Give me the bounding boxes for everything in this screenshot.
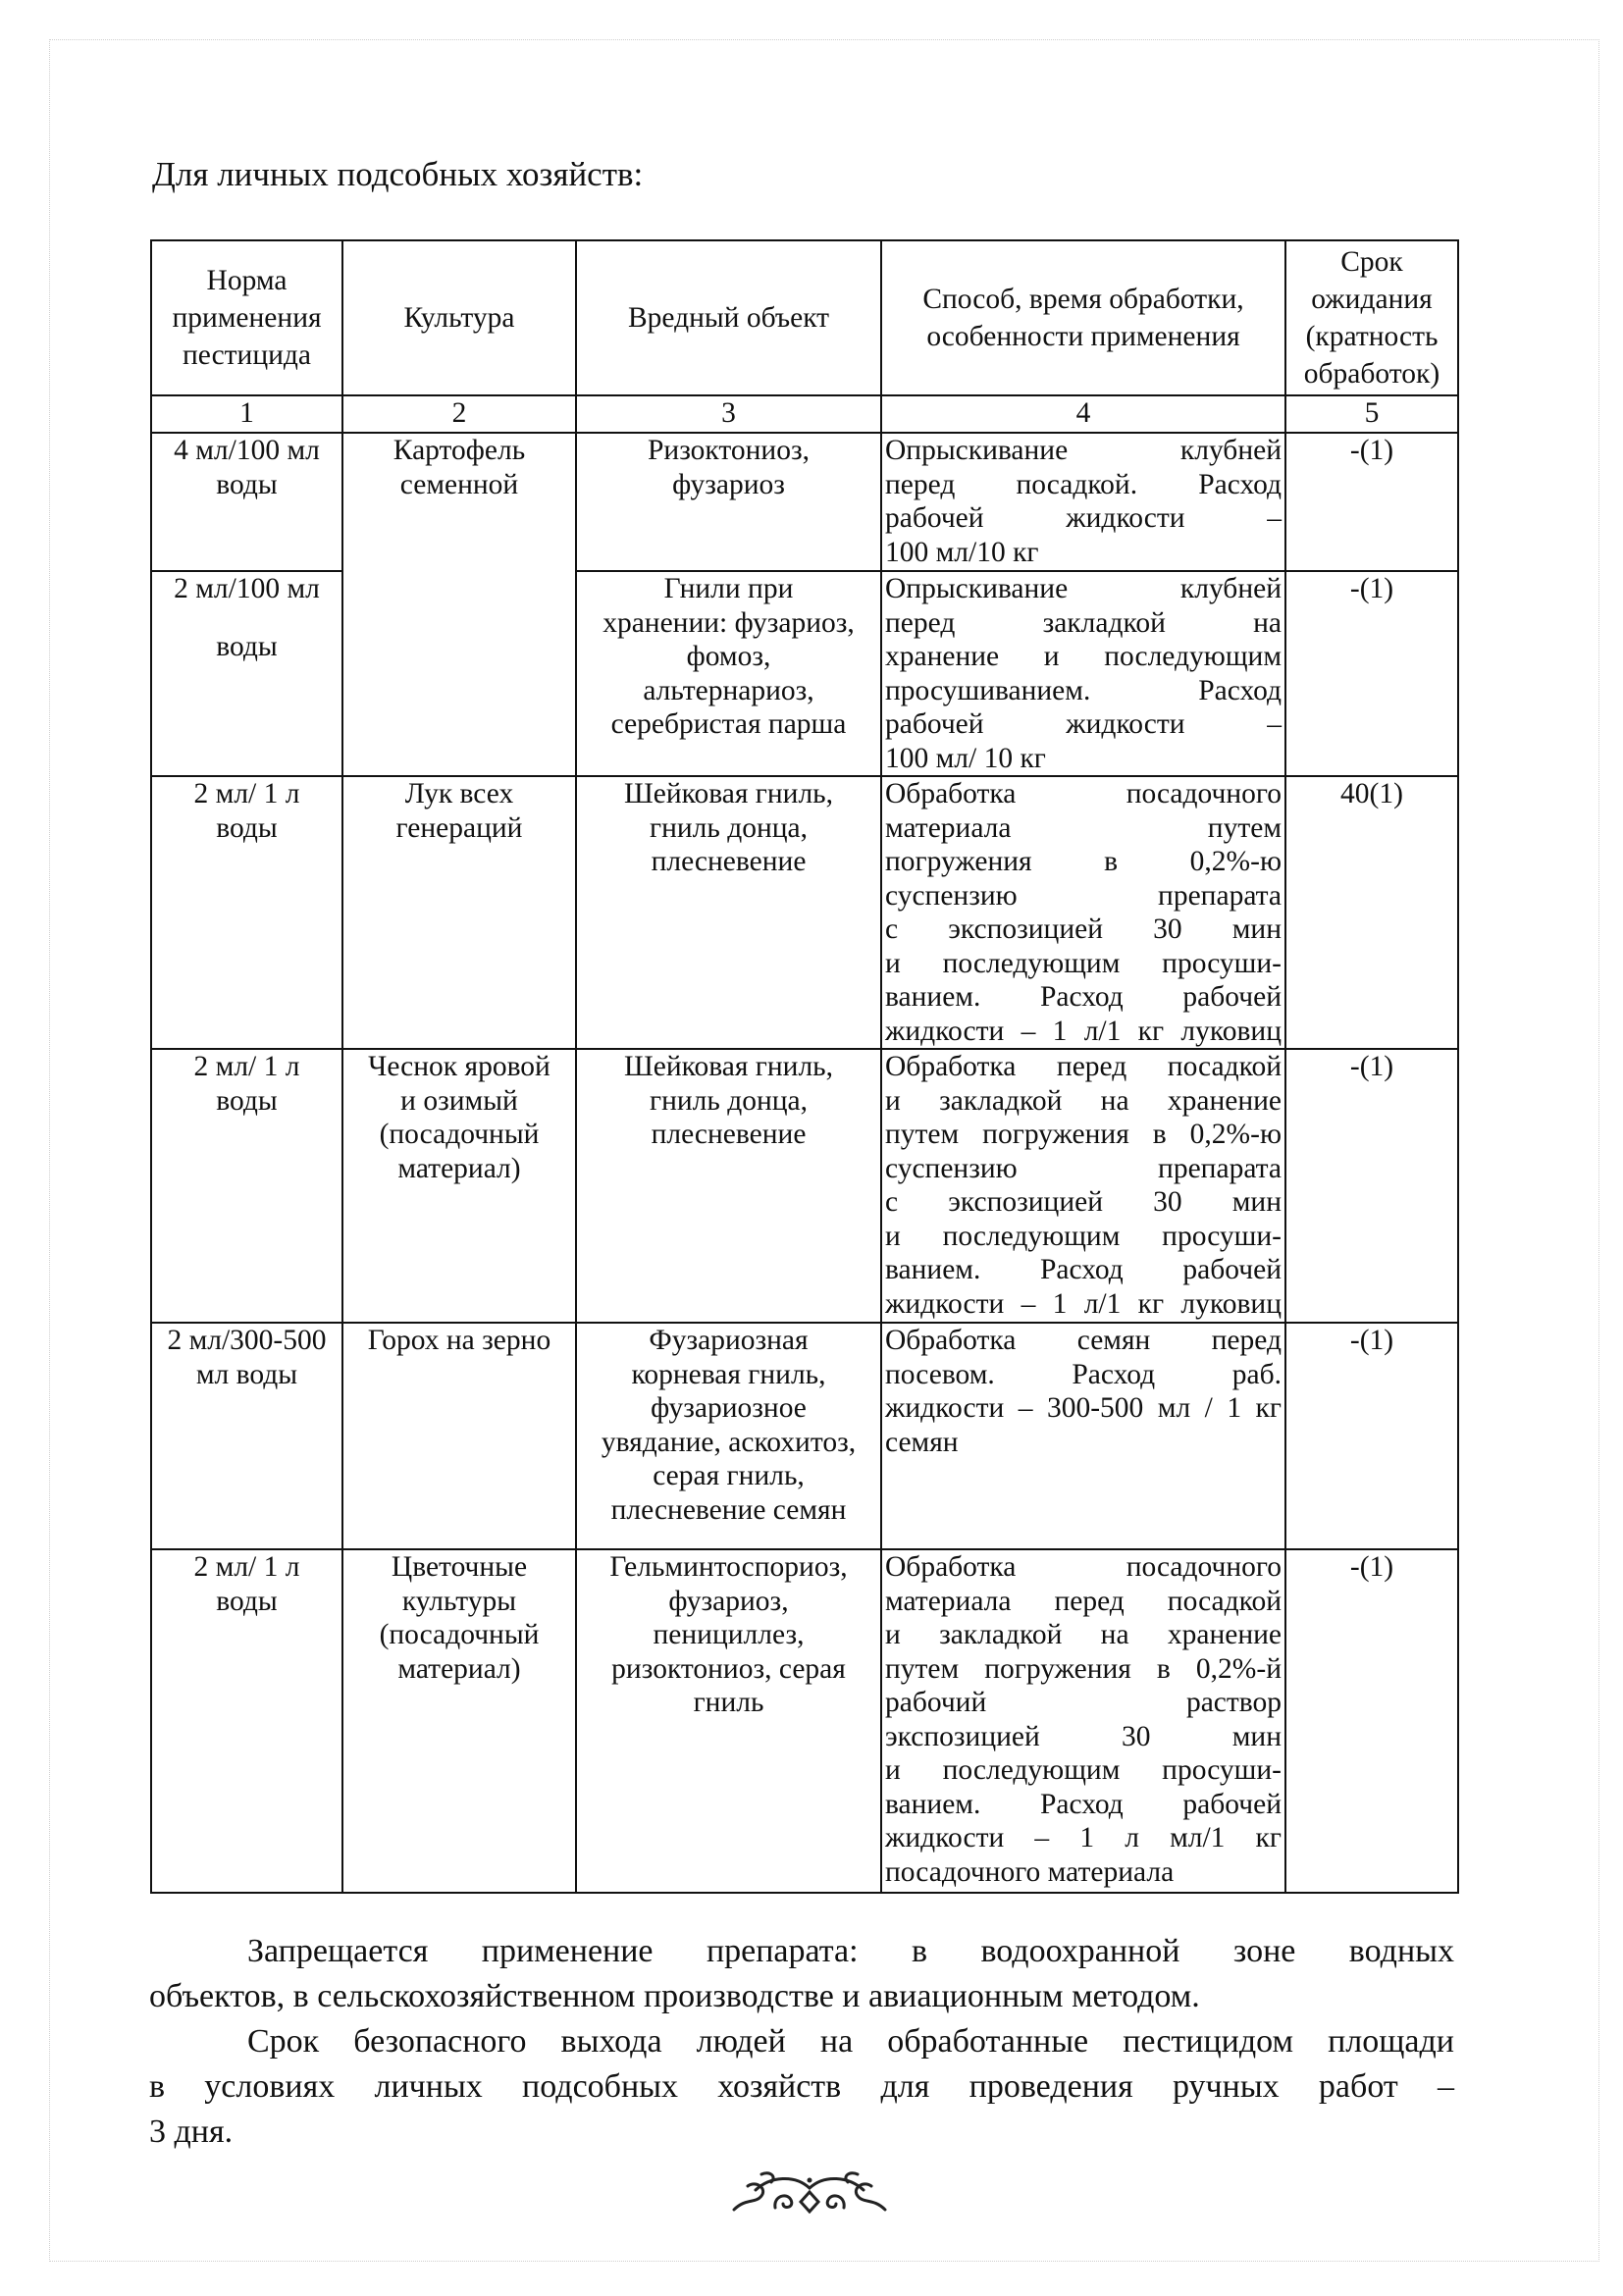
rate-cell: 2 мл/100 мл воды xyxy=(151,571,342,776)
header-waiting-period: Срок ожидания (кратность обработок) xyxy=(1285,240,1458,395)
method-cell: Обработка посадочного материала перед посадкой и закладкой на хранение путем погружения в 0,2%-й рабочий раствор экспозицией 30 мин и последующим просуши- ванием. Расход рабочей жидкости – 1 л мл/1 кг посадочного материала xyxy=(881,1549,1285,1893)
header-rate: Норма применения пестицида xyxy=(151,240,342,395)
crop-cell: Лук всех генераций xyxy=(342,776,576,1049)
pest-cell: Ризоктониоз, фузариоз xyxy=(576,433,881,571)
pest-cell: Фузариозная корневая гниль, фузариозное увядание, аскохитоз, серая гниль, плесневение семян xyxy=(576,1323,881,1549)
restriction-paragraph: Запрещается применение препарата: в водоохранной зоне водных объектов, в сельскохозяйственном производстве и авиационным методом. xyxy=(149,1933,1454,2014)
section-title: Для личных подсобных хозяйств: xyxy=(152,155,644,193)
crop-cell: Картофель семенной xyxy=(342,433,576,776)
table-row xyxy=(151,1549,1458,1893)
table-row xyxy=(151,776,1458,1049)
column-number: 4 xyxy=(881,395,1285,433)
column-number: 5 xyxy=(1285,395,1458,433)
rate-cell: 4 мл/100 мл воды xyxy=(151,433,342,571)
pesticide-usage-table xyxy=(150,239,1459,1894)
decorative-ornament-icon xyxy=(726,2168,893,2214)
pest-cell: Шейковая гниль, гниль донца, плесневение xyxy=(576,1049,881,1323)
waiting-period-cell: -(1) xyxy=(1285,1549,1458,1893)
waiting-period-cell: -(1) xyxy=(1285,571,1458,776)
crop-cell: Цветочные культуры (посадочный материал) xyxy=(342,1549,576,1893)
waiting-period-cell: -(1) xyxy=(1285,1323,1458,1549)
pest-cell: Шейковая гниль, гниль донца, плесневение xyxy=(576,776,881,1049)
rate-cell: 2 мл/ 1 л воды xyxy=(151,1049,342,1323)
method-cell: Обработка посадочного материала путем погружения в 0,2%-ю суспензию препарата с экспозицией 30 мин и последующим просуши- ванием. Расход рабочей жидкости – 1 л/1 кг луковиц xyxy=(881,776,1285,1049)
rate-cell: 2 мл/ 1 л воды xyxy=(151,776,342,1049)
pest-cell: Гнили при хранении: фузариоз, фомоз, альтернариоз, серебристая парша xyxy=(576,571,881,776)
column-number: 2 xyxy=(342,395,576,433)
table-header-row xyxy=(151,240,1458,395)
table-row xyxy=(151,433,1458,571)
pest-cell: Гельминтоспориоз, фузариоз, пенициллез, ризоктониоз, серая гниль xyxy=(576,1549,881,1893)
header-method: Способ, время обработки, особенности применения xyxy=(881,240,1285,395)
table-row xyxy=(151,1323,1458,1549)
column-number-row xyxy=(151,395,1458,433)
waiting-period-cell: 40(1) xyxy=(1285,776,1458,1049)
crop-cell: Горох на зерно xyxy=(342,1323,576,1549)
method-cell: Опрыскивание клубней перед посадкой. Расход рабочей жидкости – 100 мл/10 кг xyxy=(881,433,1285,571)
rate-cell: 2 мл/300-500 мл воды xyxy=(151,1323,342,1549)
header-crop: Культура xyxy=(342,240,576,395)
waiting-period-cell: -(1) xyxy=(1285,1049,1458,1323)
crop-cell: Чеснок яровой и озимый (посадочный материал) xyxy=(342,1049,576,1323)
column-number: 3 xyxy=(576,395,881,433)
rate-cell: 2 мл/ 1 л воды xyxy=(151,1549,342,1893)
header-pest: Вредный объект xyxy=(576,240,881,395)
method-cell: Обработка перед посадкой и закладкой на хранение путем погружения в 0,2%-ю суспензию препарата с экспозицией 30 мин и последующим просуши- ванием. Расход рабочей жидкости – 1 л/1 кг луковиц xyxy=(881,1049,1285,1323)
column-number: 1 xyxy=(151,395,342,433)
safe-reentry-paragraph: Срок безопасного выхода людей на обработанные пестицидом площади в условиях личных подсобных хозяйств для проведения ручных работ – 3 дня. xyxy=(149,2023,1454,2150)
method-cell: Обработка семян перед посевом. Расход раб. жидкости – 300-500 мл / 1 кг семян xyxy=(881,1323,1285,1549)
method-cell: Опрыскивание клубней перед закладкой на хранение и последующим просушиванием. Расход рабочей жидкости – 100 мл/ 10 кг xyxy=(881,571,1285,776)
table-row xyxy=(151,1049,1458,1323)
waiting-period-cell: -(1) xyxy=(1285,433,1458,571)
